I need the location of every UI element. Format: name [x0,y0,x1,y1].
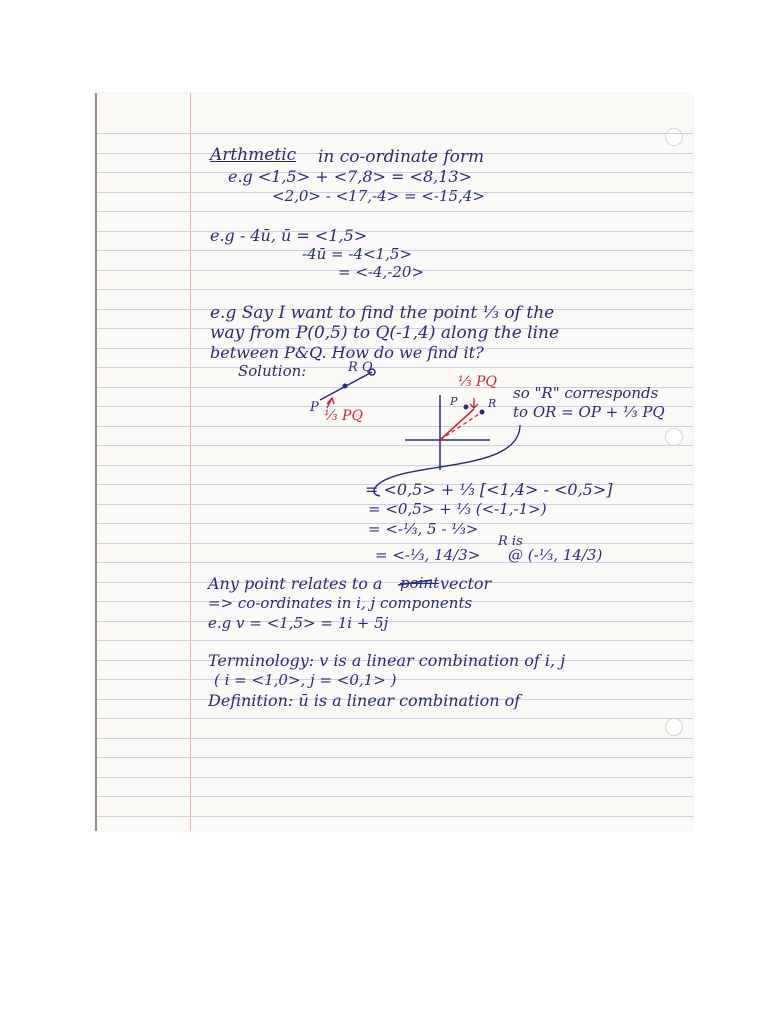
example-line: e.g <1,5> + <7,8> = <8,13> [228,167,472,186]
fig-label-third-pq-2: ⅓ PQ [458,374,497,390]
corresponds-note: to OR = OP + ⅓ PQ [513,403,665,421]
struck-word: point [400,574,440,592]
fig-label-small-r: R [488,397,497,410]
heading-rest: in co-ordinate form [318,147,485,167]
text-line: vector [440,574,492,593]
fig-label-rq: R Q [348,360,373,375]
terminology-line: Terminology: v is a linear combination of i, j [208,651,566,670]
r-is-note: @ (-⅓, 14/3) [508,546,603,564]
terminology-line: ( i = <1,0>, j = <0,1> ) [214,671,397,689]
calc-line: = <0,5> + ⅓ [<1,4> - <0,5>] [365,480,613,499]
example-line: -4ū = -4<1,5> [302,245,412,263]
definition-line: Definition: ū is a linear combination of [208,691,521,710]
corresponds-note: so "R" corresponds [513,384,659,402]
fig-label-small-p: P [450,395,458,408]
calc-line: = <0,5> + ⅓ (<-1,-1>) [368,500,547,518]
example-line: e.g Say I want to find the point ⅓ of the [210,303,555,323]
example-line: = <-4,-20> [338,263,425,281]
calc-line: = <-⅓, 14/3> [375,546,481,564]
fig-label-third-pq: ⅓ PQ [324,408,363,424]
r-is-note: R is [498,534,523,549]
example-line: e.g - 4ū, ū = <1,5> [210,226,368,245]
example-line: way from P(0,5) to Q(-1,4) along the line [210,323,560,343]
calc-line: = <-⅓, 5 - ⅓> [368,520,479,538]
text-line: => co-ordinates in i, j components [208,594,473,612]
text-line: Any point relates to a [208,574,383,593]
example-line: <2,0> - <17,-4> = <-15,4> [272,187,485,205]
solution-label: Solution: [238,362,307,380]
fig-label-p: P [310,400,319,415]
text-line: e.g v = <1,5> = 1i + 5j [208,614,389,632]
example-line: between P&Q. How do we find it? [210,343,484,362]
heading: Arthmetic [210,145,297,165]
